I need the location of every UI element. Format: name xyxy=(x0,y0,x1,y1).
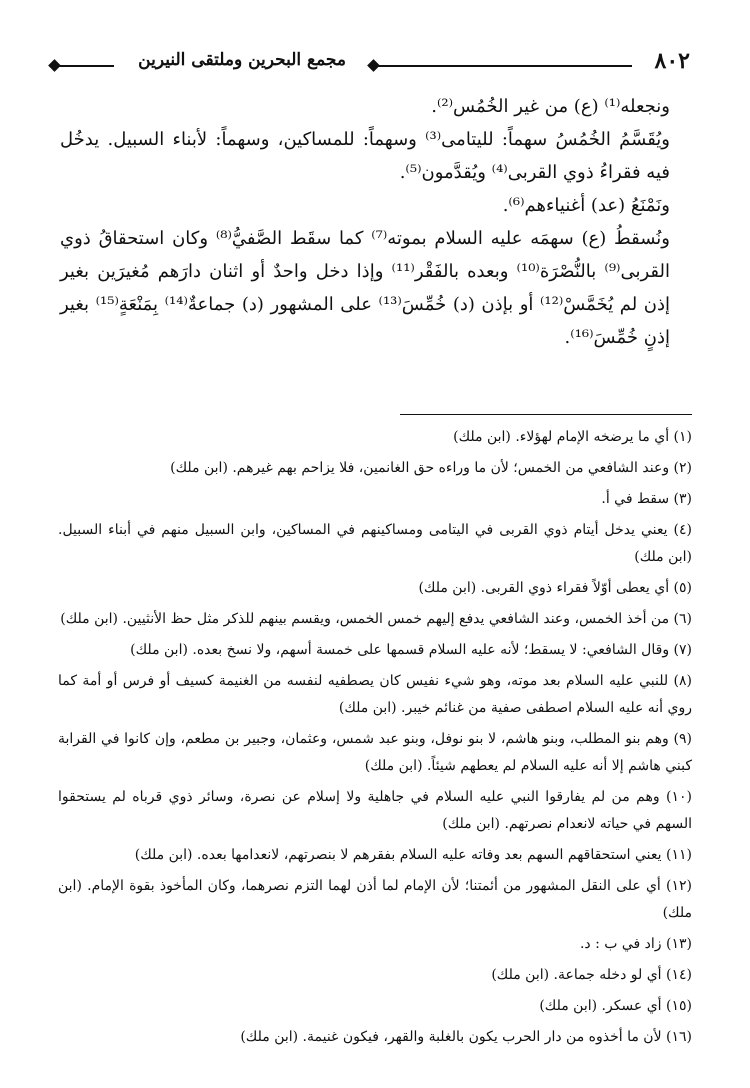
paragraph-3: ونَمْنَعُ (عد) أغنياءهم⁽⁶⁾. xyxy=(502,195,670,216)
footnote-1: (١) أي ما يرضخه الإمام لهؤلاء. (ابن ملك) xyxy=(453,429,692,445)
footnote-4: (٤) يعني يدخل أيتام ذوي القربى في اليتامى ومساكينهم في المساكين، وابن السبيل منهم في أبناء السبيل. (ابن ملك) xyxy=(58,522,692,565)
paragraph-2: ويُقَسَّمُ الخُمُسُ سهماً: لليتامى⁽³⁾ وسهماً: للمساكين، وسهماً: لأبناء السبيل. يدخُل فيه فقراءُ ذوي القربى⁽⁴⁾ ويُقدَّمون⁽⁵⁾. xyxy=(60,129,670,183)
footnote-8: (٨) للنبي عليه السلام بعد موته، وهو شيء نفيس كان يصطفيه لنفسه من الغنيمة كسيف أو فرس أو أمة كما روي أنه عليه السلام اصطفى صفية من غنائم خيبر. (ابن ملك) xyxy=(58,673,692,716)
footnote-2: (٢) وعند الشافعي من الخمس؛ لأن ما وراءه حق الغانمين، فلا يزاحم بهم غيرهم. (ابن ملك) xyxy=(170,460,692,476)
header-rule-left xyxy=(58,65,114,67)
footnote-separator xyxy=(400,414,692,415)
footnote-12: (١٢) أي على النقل المشهور من أئمتنا؛ لأن الإمام لما أذن لهما التزم نصرهما، وكان المأخوذ بقوة الإمام. (ابن ملك) xyxy=(58,878,692,921)
footnote-6: (٦) من أخذ الخمس، وعند الشافعي يدفع إليهم خمس الخمس، ويقسم بينهم للذكر مثل حظ الأنثيين. (ابن ملك) xyxy=(60,611,692,627)
footnote-14: (١٤) أي لو دخله جماعة. (ابن ملك) xyxy=(491,967,692,983)
footnote-10: (١٠) وهم من لم يفارقوا النبي عليه السلام في جاهلية ولا إسلام عن نصرة، وسائر ذوي قرباه لم يستحقوا السهم في حياته لانعدام نصرتهم. (ابن ملك) xyxy=(58,789,692,832)
paragraph-4: ونُسقطُ (ع) سهمَه عليه السلام بموته⁽⁷⁾ كما سقَط الصَّفيُّ⁽⁸⁾ وكان استحقاقُ ذوي القربى⁽⁹⁾ بالنُّصْرَة⁽¹⁰⁾ وبعده بالفَقْر⁽¹¹⁾ وإذا دخل واحدٌ أو اثنان دارَهم مُغيرَين بغير إذن لم يُخَمَّسْ⁽¹²⁾ أو بإذن (د) خُمِّسَ⁽¹³⁾ على المشهور (د) جماعةٌ⁽¹⁴⁾ بِمَنْعَةٍ⁽¹⁵⁾ بغير إذنٍ خُمِّسَ⁽¹⁶⁾. xyxy=(60,228,671,348)
footnotes xyxy=(58,424,692,1055)
footnote-13: (١٣) زاد في ب : د. xyxy=(579,936,692,952)
running-header xyxy=(40,44,690,84)
header-rule-right xyxy=(372,65,632,67)
header-diamond-right xyxy=(367,59,380,72)
footnote-9: (٩) وهم بنو المطلب، وبنو هاشم، لا بنو نوفل، وبنو عبد شمس، وعثمان، وجبير بن مطعم، وإن كانوا في القرابة كبني هاشم إلا أنه عليه السلام لم يعطهم شيئاً. (ابن ملك) xyxy=(58,731,692,774)
footnote-3: (٣) سقط في أ. xyxy=(601,491,692,507)
footnote-7: (٧) وقال الشافعي: لا يسقط؛ لأنه عليه السلام قسمها على خمسة أسهم، ولا نسخ بعده. (ابن ملك) xyxy=(130,642,692,658)
page-number: ٨٠٢ xyxy=(654,48,690,74)
footnote-5: (٥) أي يعطى أوّلاً فقراء ذوي القربى. (ابن ملك) xyxy=(418,580,692,596)
paragraph-1: ونجعله⁽¹⁾ (ع) من غير الخُمُس⁽²⁾. xyxy=(431,96,670,117)
footnote-16: (١٦) لأن ما أخذوه من دار الحرب يكون بالغلبة والقهر، فيكون غنيمة. (ابن ملك) xyxy=(240,1029,692,1045)
footnote-15: (١٥) أي عسكر. (ابن ملك) xyxy=(539,998,692,1014)
main-text xyxy=(60,90,692,354)
footnote-11: (١١) يعني استحقاقهم السهم بعد وفاته عليه السلام بفقرهم لا بنصرتهم، لانعدامها بعده. (ابن ملك) xyxy=(134,847,692,863)
header-diamond-left xyxy=(48,59,61,72)
book-title: مجمع البحرين وملتقى النيرين xyxy=(138,50,346,70)
